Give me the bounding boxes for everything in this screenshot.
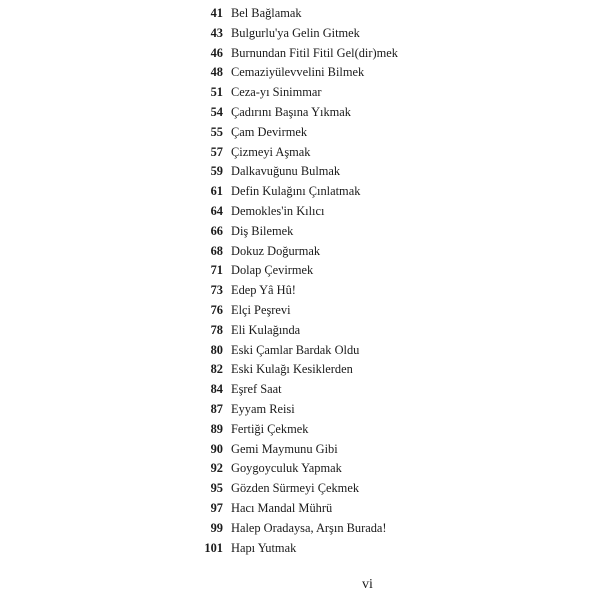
toc-entry[interactable]	[186, 24, 526, 44]
toc-page-number: 64	[210, 203, 223, 218]
toc-entry-title: Goygoyculuk Yapmak	[231, 461, 342, 476]
toc-entry[interactable]	[186, 459, 526, 479]
toc-entry-title: Eyyam Reisi	[231, 401, 295, 416]
toc-entry-title: Halep Oradaysa, Arşın Burada!	[231, 520, 387, 535]
toc-entry-title: Eski Çamlar Bardak Oldu	[231, 342, 360, 357]
toc-entry-title: Bel Bağlamak	[231, 6, 302, 20]
toc-entry[interactable]	[186, 281, 526, 301]
toc-entry[interactable]	[186, 539, 526, 559]
toc-entry[interactable]	[186, 123, 526, 143]
toc-page-number: 68	[210, 243, 223, 258]
toc-entry[interactable]	[186, 360, 526, 380]
toc-entry[interactable]	[186, 222, 526, 242]
toc-page-number: 43	[210, 25, 223, 40]
toc-entry[interactable]	[186, 44, 526, 64]
toc-entry[interactable]	[186, 4, 526, 24]
toc-entry-title: Burnundan Fitil Fitil Gel(dir)mek	[231, 45, 398, 60]
toc-page-number: 90	[210, 441, 223, 456]
toc-entry-title: Gemi Maymunu Gibi	[231, 441, 338, 456]
toc-entry-title: Ceza-yı Sinimmar	[231, 85, 322, 100]
toc-page-number: 101	[204, 540, 223, 555]
toc-entry-title: Çam Devirmek	[231, 124, 308, 139]
toc-entry[interactable]	[186, 162, 526, 182]
toc-entry-title: Diş Bilemek	[231, 223, 294, 238]
toc-entry-title: Eski Kulağı Kesiklerden	[231, 362, 353, 377]
toc-page-number: 76	[210, 302, 223, 317]
toc-page-number: 48	[210, 65, 223, 80]
toc-page-number: 87	[210, 401, 223, 416]
toc-entry[interactable]	[186, 341, 526, 361]
toc-page-number: 99	[210, 520, 223, 535]
toc-entry[interactable]	[186, 380, 526, 400]
toc-entry[interactable]	[186, 63, 526, 83]
toc-page-number: 80	[210, 342, 223, 357]
toc-page-number: 82	[210, 362, 223, 377]
table-of-contents	[186, 4, 526, 558]
toc-entry-title: Cemaziyülevvelini Bilmek	[231, 65, 365, 80]
page-folio: vi	[362, 577, 373, 592]
toc-entry-title: Dolap Çevirmek	[231, 263, 314, 278]
toc-page-number: 71	[210, 263, 223, 278]
toc-entry-title: Demokles'in Kılıcı	[231, 203, 325, 218]
toc-entry[interactable]	[186, 182, 526, 202]
toc-entry-title: Fertiği Çekmek	[231, 421, 309, 436]
toc-entry-title: Edep Yâ Hû!	[231, 283, 296, 298]
toc-entry-title: Dalkavuğunu Bulmak	[231, 164, 341, 179]
toc-entry[interactable]	[186, 143, 526, 163]
toc-page-number: 73	[210, 283, 223, 298]
toc-page-number: 97	[210, 500, 223, 515]
toc-page-number: 78	[210, 322, 223, 337]
toc-page-number: 92	[210, 461, 223, 476]
toc-entry-title: Eşref Saat	[231, 382, 282, 397]
toc-entry[interactable]	[186, 202, 526, 222]
toc-page-number: 61	[210, 184, 223, 199]
toc-entry[interactable]	[186, 242, 526, 262]
toc-page-number: 95	[210, 481, 223, 496]
toc-entry-title: Çadırını Başına Yıkmak	[231, 104, 351, 119]
toc-page-number: 51	[210, 85, 223, 100]
toc-entry[interactable]	[186, 440, 526, 460]
toc-entry[interactable]	[186, 420, 526, 440]
toc-page-number: 54	[210, 104, 223, 119]
toc-entry[interactable]	[186, 519, 526, 539]
toc-entry[interactable]	[186, 261, 526, 281]
toc-page-number: 89	[210, 421, 223, 436]
toc-entry[interactable]	[186, 499, 526, 519]
toc-entry-title: Defin Kulağını Çınlatmak	[231, 184, 361, 199]
toc-entry-title: Dokuz Doğurmak	[231, 243, 321, 258]
toc-entry-title: Hapı Yutmak	[231, 540, 297, 555]
toc-page-number: 66	[210, 223, 223, 238]
toc-page-number: 84	[210, 382, 223, 397]
toc-page-number: 57	[210, 144, 223, 159]
toc-entry-title: Çizmeyi Aşmak	[231, 144, 311, 159]
toc-entry-title: Elçi Peşrevi	[231, 302, 291, 317]
toc-entry-title: Bulgurlu'ya Gelin Gitmek	[231, 25, 360, 40]
toc-page-number: 59	[210, 164, 223, 179]
toc-entry-title: Hacı Mandal Mührü	[231, 500, 333, 515]
toc-entry[interactable]	[186, 321, 526, 341]
toc-entry[interactable]	[186, 479, 526, 499]
toc-page-number: 41	[210, 6, 223, 20]
toc-page-number: 55	[210, 124, 223, 139]
toc-entry[interactable]	[186, 301, 526, 321]
toc-page-number: 46	[210, 45, 223, 60]
toc-entry-title: Eli Kulağında	[231, 322, 301, 337]
toc-entry[interactable]	[186, 400, 526, 420]
toc-entry-title: Gözden Sürmeyi Çekmek	[231, 481, 360, 496]
toc-entry[interactable]	[186, 83, 526, 103]
toc-entry[interactable]	[186, 103, 526, 123]
